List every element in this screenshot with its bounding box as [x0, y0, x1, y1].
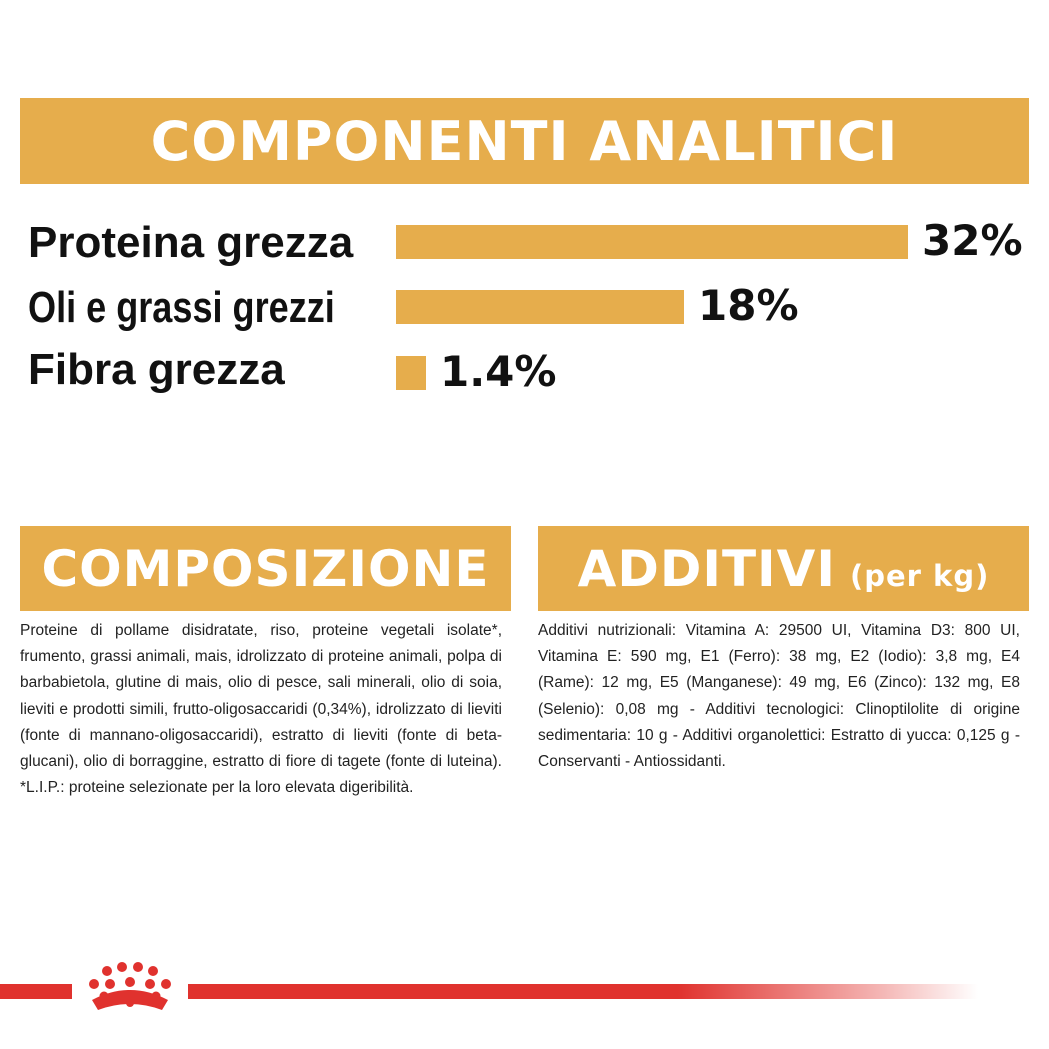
value-crude-oils-fats: 18%	[698, 281, 799, 330]
crude-oils-fats-label: Oli e grassi grezzi	[28, 283, 335, 332]
crown-icon	[74, 958, 186, 1018]
crude-protein-label: Proteina grezza	[28, 218, 354, 267]
analytical-components-header	[20, 98, 1029, 184]
composition-header	[20, 526, 511, 611]
additives-title-suffix: (per kg)	[849, 558, 990, 593]
footer-red-line-left	[0, 984, 72, 999]
crude-fibre-label: Fibra grezza	[28, 345, 285, 394]
bar-crude-oils-fats	[396, 290, 684, 324]
analytical-components-title: COMPONENTI ANALITICI	[150, 109, 899, 173]
additives-header	[538, 526, 1029, 611]
bar-crude-fibre	[396, 356, 426, 390]
additives-text: Additivi nutrizionali: Vitamina A: 29500 UI, Vitamina D3: 800 UI, Vitamina E: 590 mg, E1 (Ferro): 38 mg, E2 (Iodio): 3,8 mg, E4 (Rame): 12 mg, E5 (Manganese): 49 mg, E6 (Zinco): 132 mg, E8 (Selenio): 0,08 mg - Additivi tecnologici: Clinoptilolite di origine sedimentaria: 10 g - Additivi organolettici: Estratto di yucca: 0,125 g - Conservanti - Antiossidanti.	[538, 622, 1020, 771]
footer-red-line-right	[188, 984, 978, 999]
value-crude-fibre: 1.4%	[440, 347, 557, 396]
composition-text: Proteine di pollame disidratate, riso, proteine vegetali isolate*, frumento, grassi animali, mais, idrolizzato di proteine animali, polpa di barbabietola, glutine di mais, olio di pesce, sali minerali, olio di soia, lieviti e prodotti simili, frutto-oligosaccaridi (0,34%), idrolizzato di lieviti (fonte di mannano-oligosaccaridi), estratto di lieviti (fonte di beta-glucani), olio di borraggine, estratto di fiore di tagete (fonte di luteina). *L.I.P.: proteine selezionate per la loro elevata digeribilità.	[20, 622, 502, 797]
composition-title: COMPOSIZIONE	[41, 539, 490, 598]
bar-crude-protein	[396, 225, 908, 259]
value-crude-protein: 32%	[922, 216, 1023, 265]
additives-title: ADDITIVI	[577, 539, 836, 598]
